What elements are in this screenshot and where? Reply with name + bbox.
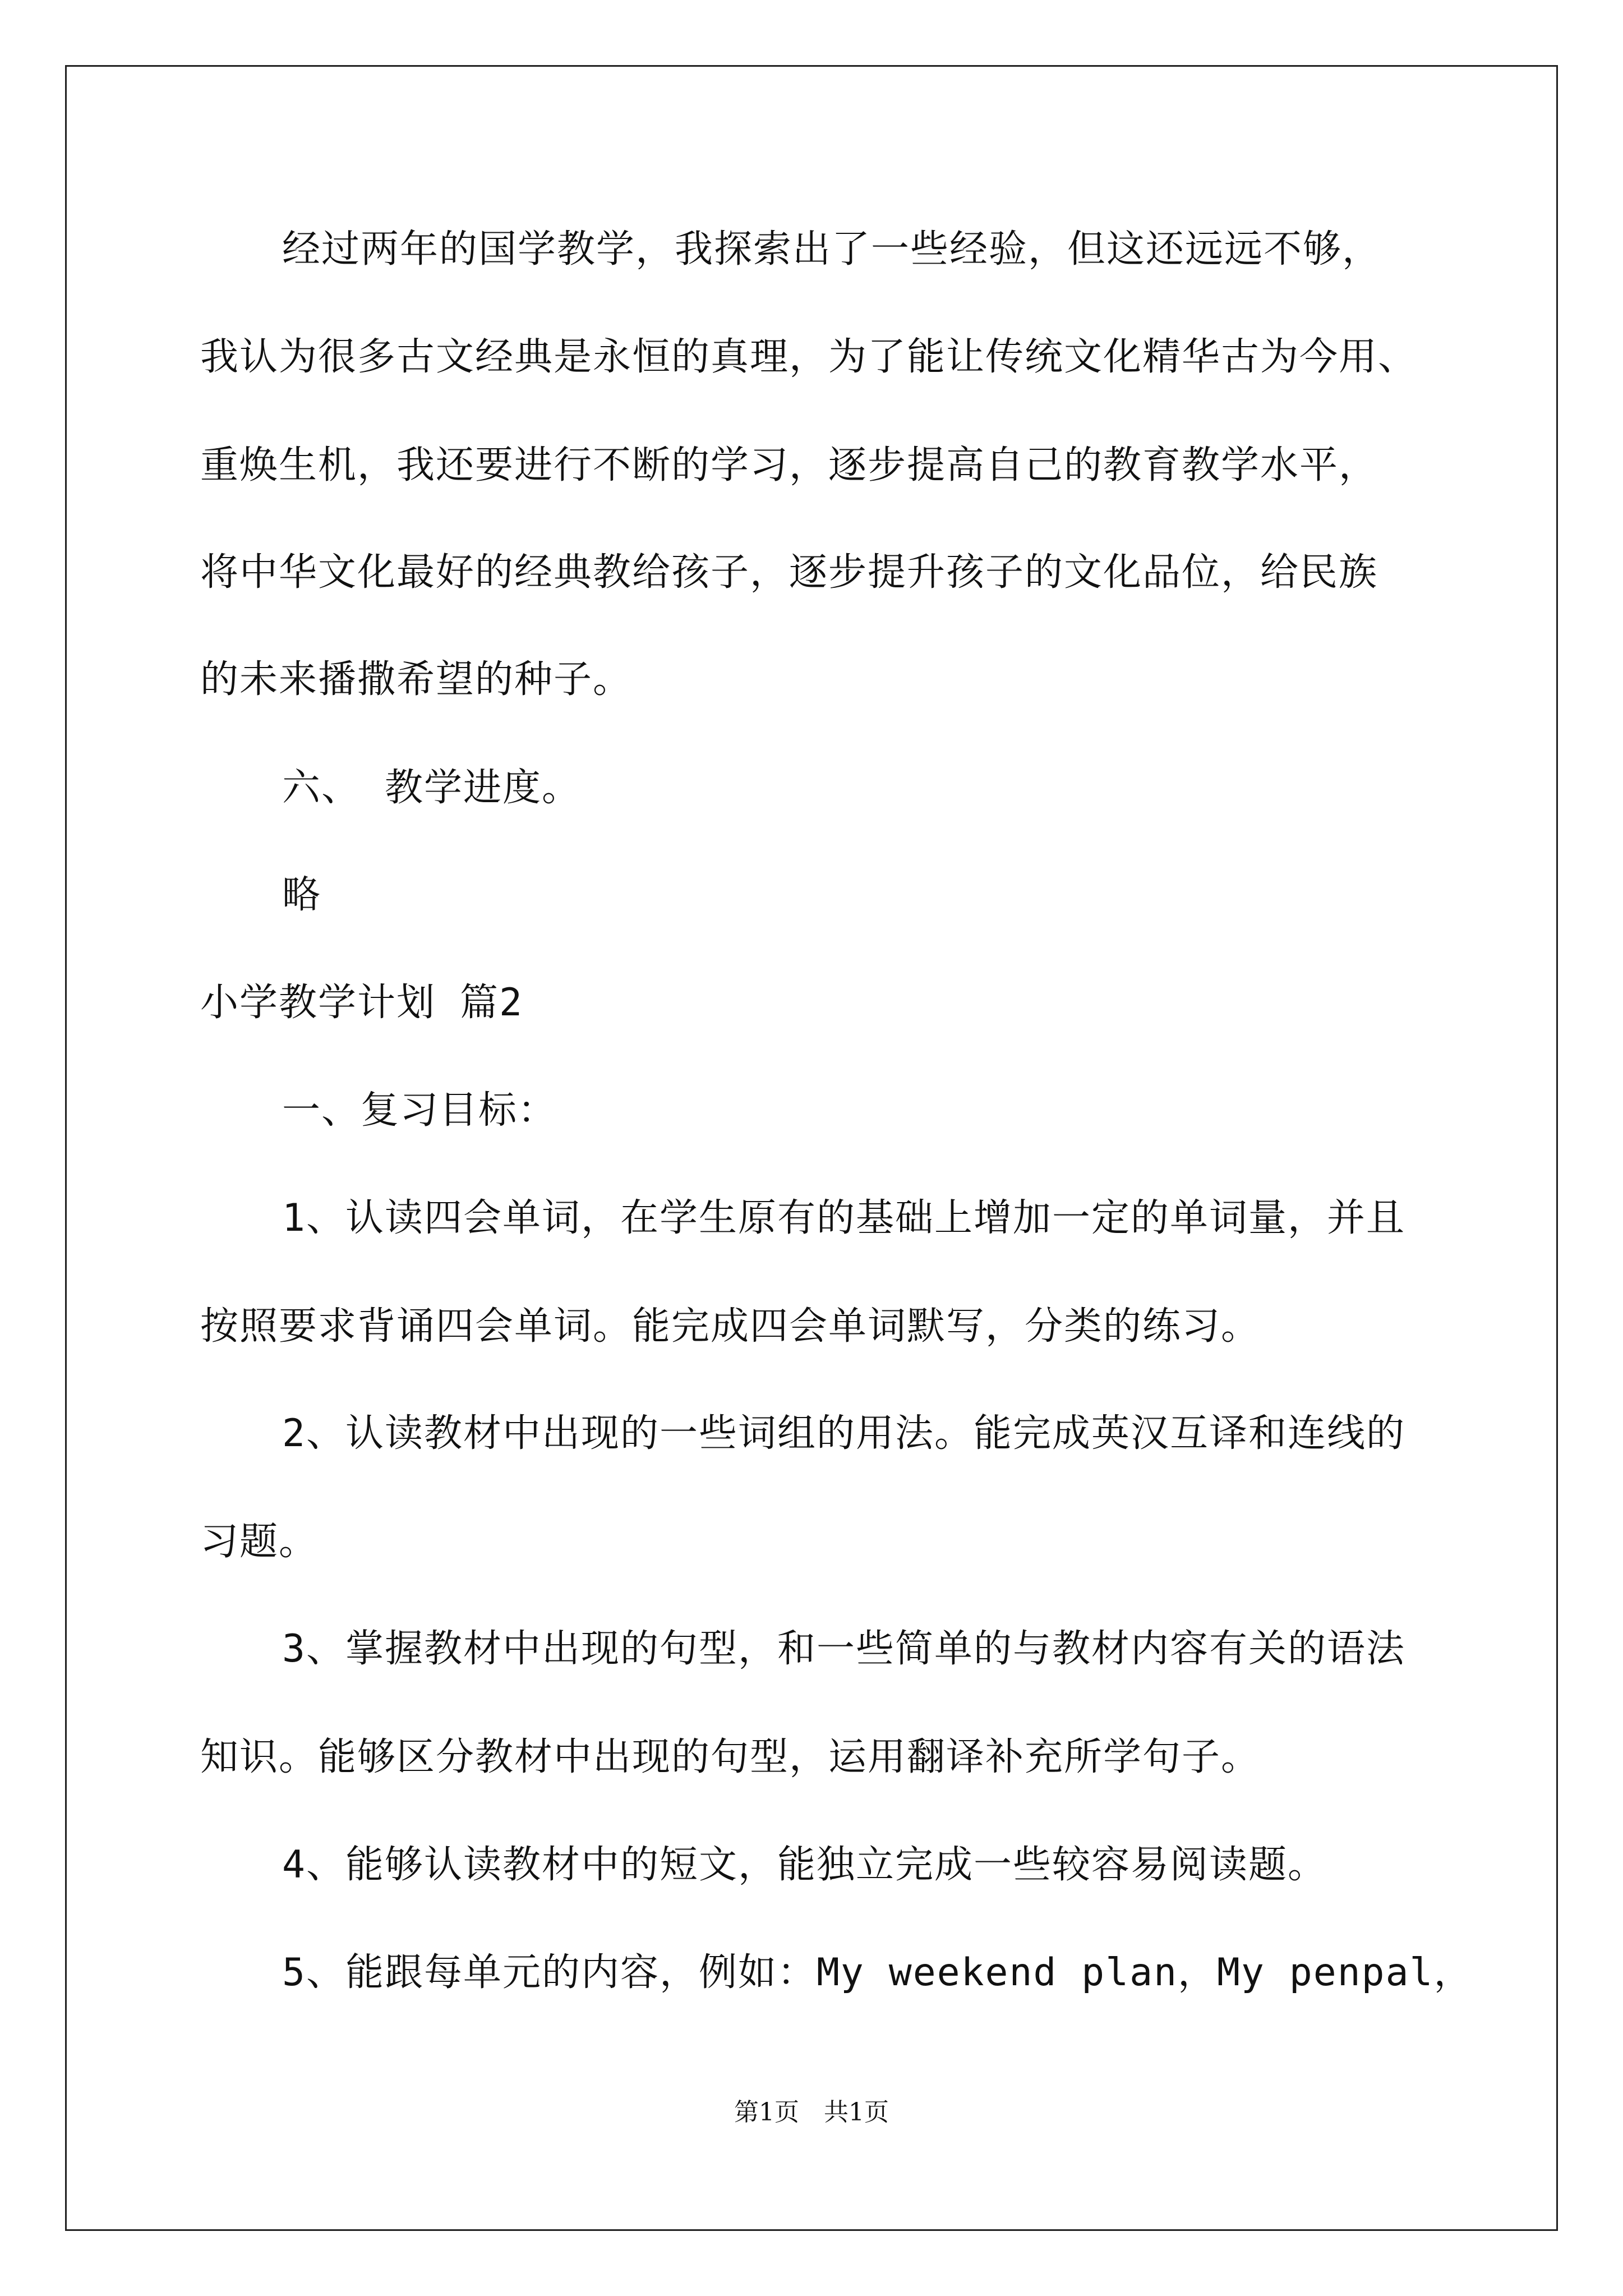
plan-title: 小学教学计划 篇2	[200, 981, 523, 1025]
page-border	[65, 65, 1558, 2231]
list-item-line: 按照要求背诵四会单词。能完成四会单词默写，分类的练习。	[200, 1304, 1261, 1349]
section-heading: 六、 教学进度。	[282, 766, 581, 810]
paragraph-line: 重焕生机，我还要进行不断的学习，逐步提高自己的教育教学水平，	[200, 443, 1378, 487]
page-footer: 第1页 共1页	[734, 2098, 889, 2127]
list-item-line: 习题。	[200, 1520, 319, 1564]
list-item-line: 5、能跟每单元的内容，例如：My weekend plan，My penpal，	[282, 1950, 1473, 1995]
list-item-line: 1、认读四会单词，在学生原有的基础上增加一定的单词量，并且	[282, 1196, 1405, 1240]
paragraph-line: 我认为很多古文经典是永恒的真理，为了能让传统文化精华古为今用、	[200, 335, 1418, 379]
paragraph-line: 经过两年的国学教学，我探索出了一些经验，但这还远远不够，	[282, 227, 1382, 272]
list-item-line: 4、能够认读教材中的短文，能独立完成一些较容易阅读题。	[282, 1843, 1327, 1887]
paragraph-line: 略	[282, 873, 322, 917]
paragraph-line: 的未来播撒希望的种子。	[200, 657, 633, 702]
list-item-line: 知识。能够区分教材中出现的句型，运用翻译补充所学句子。	[200, 1735, 1261, 1779]
list-item-line: 2、认读教材中出现的一些词组的用法。能完成英汉互译和连线的	[282, 1411, 1405, 1456]
list-item-line: 3、掌握教材中出现的句型，和一些简单的与教材内容有关的语法	[282, 1627, 1405, 1671]
section-heading: 一、复习目标：	[282, 1088, 557, 1133]
paragraph-line: 将中华文化最好的经典教给孩子，逐步提升孩子的文化品位，给民族	[200, 550, 1378, 595]
